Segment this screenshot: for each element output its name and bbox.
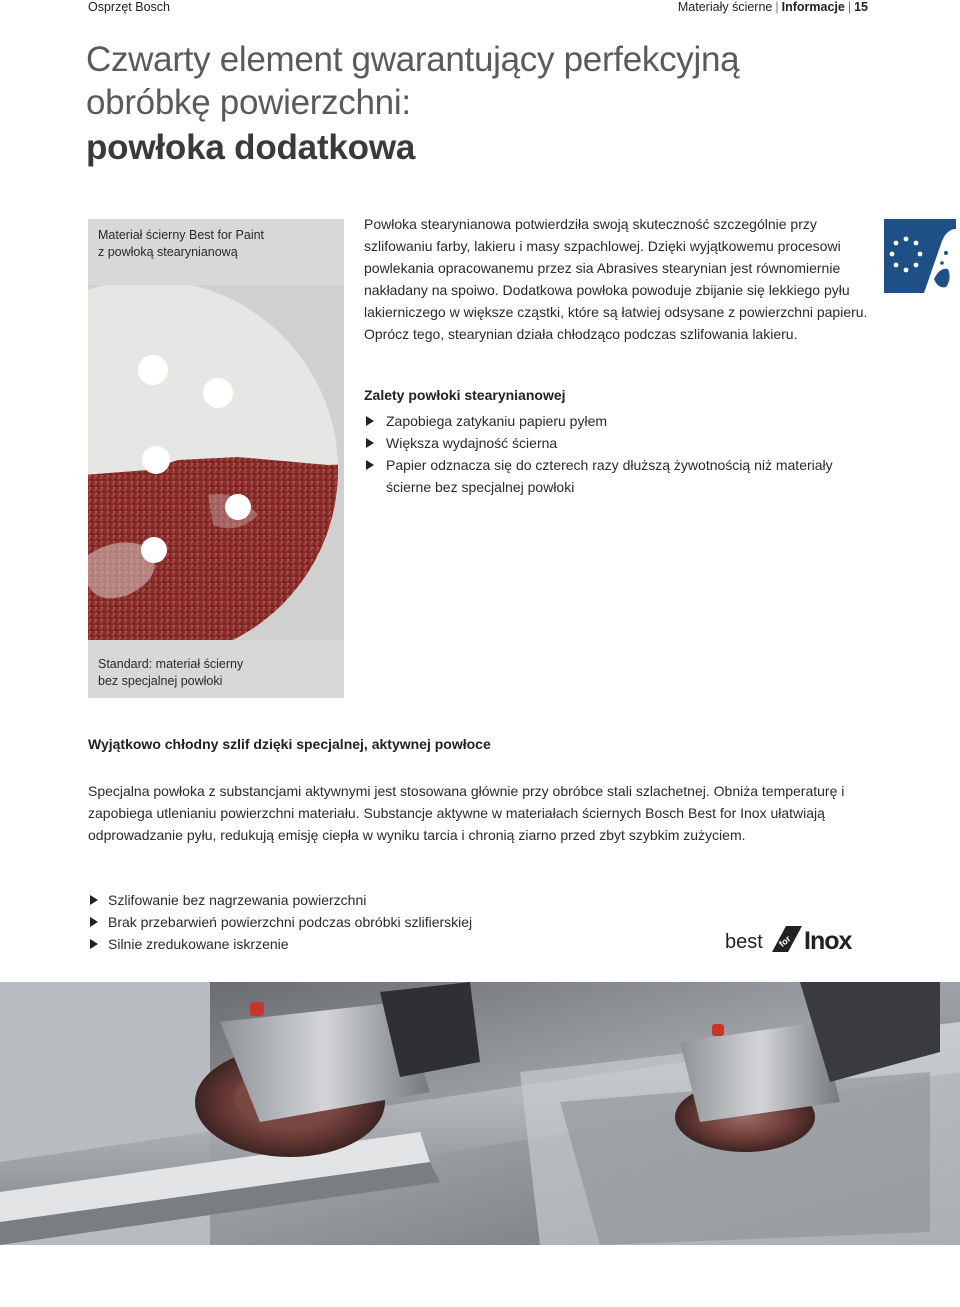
- list-item: [364, 410, 844, 432]
- list-item: [364, 432, 844, 454]
- list-item: [364, 454, 844, 498]
- cool-grinding-benefit-1: Szlifowanie bez nagrzewania powierzchni: [108, 892, 367, 908]
- list-item: [88, 889, 648, 911]
- advantages-heading: Zalety powłoki stearynianowej: [364, 387, 566, 403]
- bullet-arrow-icon: [366, 460, 374, 470]
- caption-coated-line-1: Materiał ścierny Best for Paint: [98, 228, 265, 242]
- cool-grinding-paragraph: Specjalna powłoka z substancjami aktywnymi jest stosowana głównie przy obróbce stali szlachetnej. Obniża temperaturę i zapobiega utlenianiu powierzchni materiału. Substancje aktywne w materiałach ściernych Bosch Best for Inox ułatwiają odprowadzanie pyłu, redukują emisję ciepła w wyniku tarcia i chronią ziarno przed zbyt szybkim zużyciem.: [88, 783, 845, 843]
- cool-grinding-list: [88, 889, 648, 955]
- bullet-arrow-icon: [90, 895, 98, 905]
- header-right: Materiały ścierne | Informacje | 15: [677, 0, 868, 14]
- page-title: [86, 38, 866, 170]
- angle-grinder-photo: [0, 982, 960, 1245]
- sanding-disc-illustration: [88, 285, 344, 640]
- title-line-2: obróbkę powierzchni:: [86, 83, 411, 122]
- list-item: [88, 933, 648, 955]
- caption-standard-line-2: bez specjalnej powłoki: [98, 674, 223, 688]
- sanding-disc-image: [88, 285, 344, 640]
- page-number: 15: [854, 0, 868, 14]
- logo-for-text: for: [776, 933, 793, 950]
- caption-standard-line-1: Standard: materiał ścierny: [98, 657, 244, 671]
- best-for-inox-logo: [724, 918, 870, 956]
- cool-grinding-benefit-2: Brak przebarwień powierzchni podczas obróbki szlifierskiej: [108, 914, 473, 930]
- list-item: [88, 911, 648, 933]
- logo-best-text: best: [725, 931, 763, 953]
- advantage-3: Papier odznacza się do czterech razy dłuższą żywotnością niż materiały ścierne bez specjalnej powłoki: [386, 457, 833, 495]
- bullet-arrow-icon: [366, 416, 374, 426]
- angle-grinder-photo-graphic: [0, 982, 960, 1245]
- advantages-list: [364, 410, 844, 498]
- cool-grinding-heading: Wyjątkowo chłodny szlif dzięki specjalnej, aktywnej powłoce: [88, 736, 491, 752]
- bullet-arrow-icon: [90, 917, 98, 927]
- header-topic: Informacje: [781, 0, 845, 14]
- caption-coated-line-2: z powłoką stearynianową: [98, 245, 238, 259]
- abrasive-disc-icon: [884, 219, 956, 293]
- header-left-label: Osprzęt Bosch: [88, 0, 170, 14]
- header-section: Materiały ścierne: [677, 0, 773, 14]
- caption-coated: [88, 219, 344, 285]
- caption-standard: [88, 640, 344, 698]
- advantage-2: Większa wydajność ścierna: [386, 435, 558, 451]
- logo-inox-text: Inox: [804, 927, 852, 955]
- intro-paragraph: Powłoka stearynianowa potwierdziła swoją skuteczność szczególnie przy szlifowaniu farby, lakieru i masy szpachlowej. Dzięki wyjątkowemu procesowi powlekania opracowanemu przez sia Abrasives stearynian jest równomiernie nakładany na spoiwo. Dodatkowa powłoka powoduje zbijanie się lekkiego pyłu lakierniczego w większe cząstki, które są łatwiej odsysane z powierzchni papieru. Oprócz tego, stearynian działa chłodząco podczas szlifowania lakieru.: [364, 216, 868, 342]
- bullet-arrow-icon: [90, 939, 98, 949]
- abrasive-disc-icon-graphic: [884, 219, 956, 293]
- bullet-arrow-icon: [366, 438, 374, 448]
- title-line-1: Czwarty element gwarantujący perfekcyjną: [86, 40, 740, 79]
- advantage-1: Zapobiega zatykaniu papieru pyłem: [386, 413, 608, 429]
- best-for-inox-logo-graphic: [724, 918, 870, 956]
- cool-grinding-benefit-3: Silnie zredukowane iskrzenie: [108, 936, 289, 952]
- title-line-3: powłoka dodatkowa: [86, 128, 416, 167]
